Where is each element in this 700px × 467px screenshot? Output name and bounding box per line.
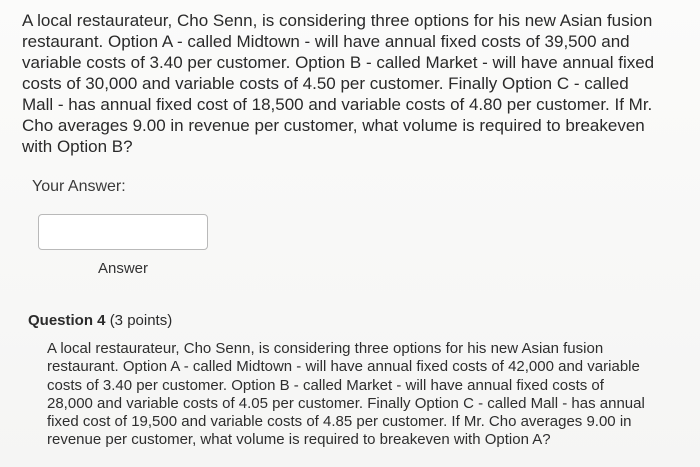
question-3-text: A local restaurateur, Cho Senn, is considering three options for his new Asian fusion restaurant. Option A - called Midtown - will have annual fixed costs of 39,500 and variable costs of 3.40 per customer. Option B - called Market - will have annual fixed costs of 30,000 and variable costs of 4.50 per customer. Finally Option C - called Mall - has annual fixed cost of 18,500 and variable costs of 4.80 per customer. If Mr. Cho averages 9.00 in revenue per customer, what volume is required to breakeven with Option B? (22, 11, 655, 156)
answer-caption: Answer (98, 260, 149, 277)
question-4-number: Question 4 (28, 312, 106, 329)
question-4-points: (3 points) (109, 312, 173, 329)
your-answer-label: Your Answer: (32, 178, 126, 195)
question-4-text: A local restaurateur, Cho Senn, is considering three options for his new Asian fusion restaurant. Option A - called Midtown - will have annual fixed costs of 42,000 and variable costs of 3.40 per customer. Option B - called Market - will have annual fixed costs of 28,000 and variable costs of 4.05 per customer. Finally Option C - called Mall - has annual fixed cost of 19,500 and variable costs of 4.85 per customer. If Mr. Cho averages 9.00 in revenue per customer, what volume is required to breakeven with Option A? (47, 340, 645, 449)
answer-input[interactable] (38, 214, 208, 250)
question-4-header (28, 312, 172, 329)
